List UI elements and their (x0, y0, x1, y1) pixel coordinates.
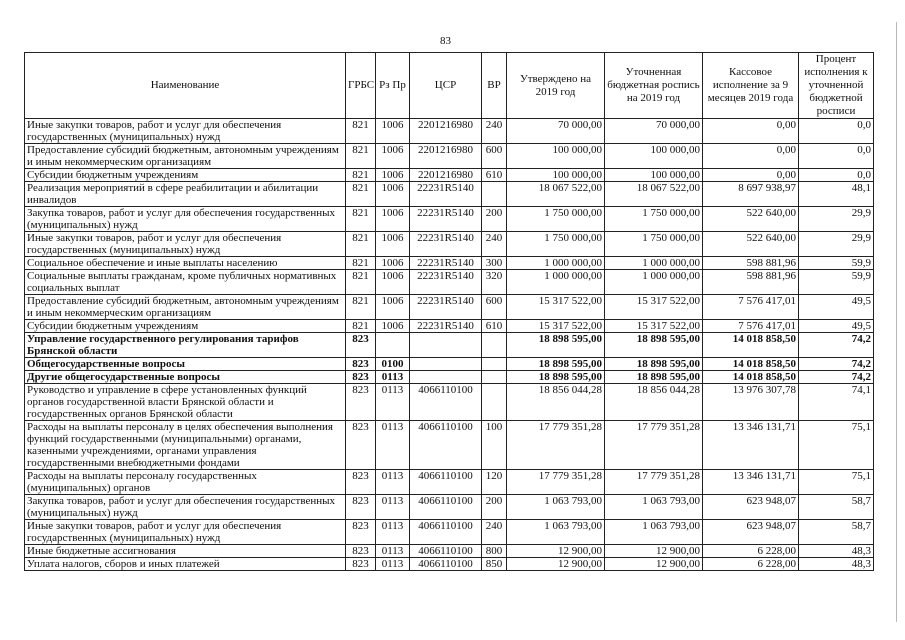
row-name: Расходы на выплаты персоналу государственных (муниципальных) органов (25, 470, 346, 495)
row-rzpr: 1006 (376, 270, 410, 295)
row-grbs: 821 (346, 169, 376, 182)
row-name: Иные закупки товаров, работ и услуг для обеспечения государственных (муниципальных) нужд (25, 119, 346, 144)
row-refined: 1 063 793,00 (605, 495, 703, 520)
row-vr: 100 (482, 421, 507, 470)
row-name: Иные закупки товаров, работ и услуг для обеспечения государственных (муниципальных) нужд (25, 520, 346, 545)
row-csr: 4066110100 (410, 520, 482, 545)
row-rzpr: 1006 (376, 207, 410, 232)
row-csr (410, 333, 482, 358)
row-name: Иные бюджетные ассигнования (25, 545, 346, 558)
row-name: Субсидии бюджетным учреждениям (25, 320, 346, 333)
row-rzpr (376, 333, 410, 358)
row-csr: 4066110100 (410, 384, 482, 421)
row-cash: 7 576 417,01 (703, 320, 799, 333)
table-row (25, 371, 874, 384)
row-approved: 18 856 044,28 (507, 384, 605, 421)
row-rzpr: 0113 (376, 470, 410, 495)
row-name: Субсидии бюджетным учреждениям (25, 169, 346, 182)
row-refined: 1 063 793,00 (605, 520, 703, 545)
row-grbs: 823 (346, 421, 376, 470)
row-rzpr: 1006 (376, 295, 410, 320)
row-refined: 100 000,00 (605, 144, 703, 169)
row-approved: 12 900,00 (507, 558, 605, 571)
row-cash: 14 018 858,50 (703, 371, 799, 384)
row-refined: 12 900,00 (605, 558, 703, 571)
row-name: Уплата налогов, сборов и иных платежей (25, 558, 346, 571)
row-name: Реализация мероприятий в сфере реабилитации и абилитации инвалидов (25, 182, 346, 207)
table-header-row (25, 53, 874, 119)
row-csr: 22231R5140 (410, 295, 482, 320)
col-header-cash: Кассовое исполнение за 9 месяцев 2019 года (703, 53, 799, 119)
row-approved: 1 750 000,00 (507, 207, 605, 232)
row-percent: 59,9 (799, 270, 874, 295)
row-cash: 623 948,07 (703, 520, 799, 545)
row-percent: 74,2 (799, 358, 874, 371)
table-row (25, 421, 874, 470)
col-header-name: Наименование (25, 53, 346, 119)
table-row (25, 545, 874, 558)
table-row (25, 232, 874, 257)
row-cash: 14 018 858,50 (703, 333, 799, 358)
row-refined: 1 750 000,00 (605, 232, 703, 257)
row-grbs: 821 (346, 232, 376, 257)
row-refined: 12 900,00 (605, 545, 703, 558)
row-approved: 17 779 351,28 (507, 421, 605, 470)
table-row (25, 257, 874, 270)
table-row (25, 182, 874, 207)
row-cash: 13 976 307,78 (703, 384, 799, 421)
table-row (25, 520, 874, 545)
table-row (25, 207, 874, 232)
table-row (25, 358, 874, 371)
row-grbs: 823 (346, 495, 376, 520)
row-approved: 1 750 000,00 (507, 232, 605, 257)
row-refined: 18 856 044,28 (605, 384, 703, 421)
row-percent: 29,9 (799, 232, 874, 257)
row-csr: 22231R5140 (410, 232, 482, 257)
row-cash: 0,00 (703, 144, 799, 169)
row-approved: 15 317 522,00 (507, 295, 605, 320)
row-rzpr: 1006 (376, 320, 410, 333)
row-percent: 48,1 (799, 182, 874, 207)
row-rzpr: 0113 (376, 558, 410, 571)
row-vr (482, 371, 507, 384)
row-csr: 22231R5140 (410, 270, 482, 295)
row-csr: 2201216980 (410, 144, 482, 169)
table-row (25, 295, 874, 320)
row-cash: 13 346 131,71 (703, 421, 799, 470)
row-approved: 12 900,00 (507, 545, 605, 558)
row-rzpr: 0113 (376, 520, 410, 545)
row-grbs: 823 (346, 358, 376, 371)
row-refined: 15 317 522,00 (605, 295, 703, 320)
row-refined: 17 779 351,28 (605, 421, 703, 470)
row-cash: 0,00 (703, 169, 799, 182)
row-rzpr: 1006 (376, 119, 410, 144)
row-approved: 18 898 595,00 (507, 371, 605, 384)
row-vr: 120 (482, 470, 507, 495)
row-rzpr: 1006 (376, 232, 410, 257)
row-csr: 4066110100 (410, 558, 482, 571)
row-rzpr: 1006 (376, 182, 410, 207)
row-percent: 0,0 (799, 119, 874, 144)
row-name: Руководство и управление в сфере установленных функций органов государственной власти Брянской области и государственных органов Брянской области (25, 384, 346, 421)
row-approved: 100 000,00 (507, 144, 605, 169)
row-rzpr: 0113 (376, 371, 410, 384)
row-cash: 14 018 858,50 (703, 358, 799, 371)
row-approved: 1 000 000,00 (507, 270, 605, 295)
row-vr: 240 (482, 119, 507, 144)
row-refined: 1 750 000,00 (605, 207, 703, 232)
row-csr: 4066110100 (410, 470, 482, 495)
row-refined: 18 898 595,00 (605, 358, 703, 371)
table-row (25, 144, 874, 169)
row-vr: 850 (482, 558, 507, 571)
table-row (25, 320, 874, 333)
row-percent: 49,5 (799, 320, 874, 333)
row-name: Закупка товаров, работ и услуг для обеспечения государственных (муниципальных) нужд (25, 207, 346, 232)
row-vr: 610 (482, 169, 507, 182)
row-grbs: 823 (346, 470, 376, 495)
row-rzpr: 0113 (376, 421, 410, 470)
row-cash: 522 640,00 (703, 232, 799, 257)
row-percent: 74,2 (799, 333, 874, 358)
row-cash: 6 228,00 (703, 558, 799, 571)
row-name: Другие общегосударственные вопросы (25, 371, 346, 384)
row-refined: 18 067 522,00 (605, 182, 703, 207)
row-grbs: 823 (346, 371, 376, 384)
row-approved: 17 779 351,28 (507, 470, 605, 495)
row-csr: 22231R5140 (410, 320, 482, 333)
row-percent: 74,2 (799, 371, 874, 384)
table-row (25, 270, 874, 295)
row-percent: 58,7 (799, 495, 874, 520)
row-csr: 4066110100 (410, 421, 482, 470)
table-row (25, 169, 874, 182)
row-grbs: 821 (346, 257, 376, 270)
row-csr: 2201216980 (410, 169, 482, 182)
row-cash: 13 346 131,71 (703, 470, 799, 495)
row-grbs: 823 (346, 520, 376, 545)
col-header-percent: Процент исполнения к уточненной бюджетной росписи (799, 53, 874, 119)
row-grbs: 823 (346, 333, 376, 358)
row-grbs: 823 (346, 545, 376, 558)
row-percent: 48,3 (799, 558, 874, 571)
row-csr: 22231R5140 (410, 257, 482, 270)
row-vr: 800 (482, 545, 507, 558)
row-vr (482, 333, 507, 358)
table-row (25, 558, 874, 571)
row-approved: 70 000,00 (507, 119, 605, 144)
row-percent: 0,0 (799, 169, 874, 182)
row-rzpr: 1006 (376, 144, 410, 169)
row-refined: 1 000 000,00 (605, 270, 703, 295)
row-approved: 15 317 522,00 (507, 320, 605, 333)
row-vr: 600 (482, 295, 507, 320)
row-refined: 18 898 595,00 (605, 371, 703, 384)
row-csr: 22231R5140 (410, 207, 482, 232)
table-body (25, 119, 874, 571)
row-name: Социальные выплаты гражданам, кроме публичных нормативных социальных выплат (25, 270, 346, 295)
row-refined: 100 000,00 (605, 169, 703, 182)
row-grbs: 821 (346, 270, 376, 295)
page-number: 83 (440, 35, 451, 47)
row-name: Закупка товаров, работ и услуг для обеспечения государственных (муниципальных) нужд (25, 495, 346, 520)
row-name: Социальное обеспечение и иные выплаты населению (25, 257, 346, 270)
row-name: Расходы на выплаты персоналу в целях обеспечения выполнения функций государственными (муниципальными) органами, казенными учреждениями, органами управления государственными внебюджетными фондами (25, 421, 346, 470)
row-csr: 22231R5140 (410, 182, 482, 207)
col-header-csr: ЦСР (410, 53, 482, 119)
row-percent: 75,1 (799, 470, 874, 495)
row-name: Иные закупки товаров, работ и услуг для обеспечения государственных (муниципальных) нужд (25, 232, 346, 257)
row-approved: 1 063 793,00 (507, 495, 605, 520)
row-vr: 600 (482, 144, 507, 169)
row-vr (482, 182, 507, 207)
row-vr: 200 (482, 207, 507, 232)
row-approved: 1 000 000,00 (507, 257, 605, 270)
row-csr (410, 371, 482, 384)
row-grbs: 821 (346, 144, 376, 169)
row-grbs: 821 (346, 207, 376, 232)
row-rzpr: 0113 (376, 384, 410, 421)
row-approved: 18 898 595,00 (507, 333, 605, 358)
row-cash: 598 881,96 (703, 257, 799, 270)
row-grbs: 821 (346, 182, 376, 207)
row-percent: 29,9 (799, 207, 874, 232)
row-refined: 18 898 595,00 (605, 333, 703, 358)
row-rzpr: 1006 (376, 169, 410, 182)
row-refined: 15 317 522,00 (605, 320, 703, 333)
row-approved: 100 000,00 (507, 169, 605, 182)
row-vr: 200 (482, 495, 507, 520)
row-vr: 610 (482, 320, 507, 333)
row-percent: 49,5 (799, 295, 874, 320)
row-percent: 74,1 (799, 384, 874, 421)
row-percent: 75,1 (799, 421, 874, 470)
row-rzpr: 0100 (376, 358, 410, 371)
row-refined: 17 779 351,28 (605, 470, 703, 495)
row-percent: 0,0 (799, 144, 874, 169)
row-percent: 58,7 (799, 520, 874, 545)
row-percent: 59,9 (799, 257, 874, 270)
row-rzpr: 1006 (376, 257, 410, 270)
row-name: Общегосударственные вопросы (25, 358, 346, 371)
col-header-approved: Утверждено на 2019 год (507, 53, 605, 119)
table-row (25, 333, 874, 358)
row-cash: 7 576 417,01 (703, 295, 799, 320)
col-header-refined: Уточненная бюджетная роспись на 2019 год (605, 53, 703, 119)
row-rzpr: 0113 (376, 545, 410, 558)
table-row (25, 119, 874, 144)
row-refined: 70 000,00 (605, 119, 703, 144)
row-cash: 623 948,07 (703, 495, 799, 520)
row-name: Предоставление субсидий бюджетным, автономным учреждениям и иным некоммерческим организациям (25, 144, 346, 169)
row-rzpr: 0113 (376, 495, 410, 520)
budget-table (24, 52, 874, 571)
row-name: Управление государственного регулирования тарифов Брянской области (25, 333, 346, 358)
row-vr (482, 358, 507, 371)
row-approved: 18 067 522,00 (507, 182, 605, 207)
row-grbs: 823 (346, 558, 376, 571)
row-refined: 1 000 000,00 (605, 257, 703, 270)
row-grbs: 823 (346, 384, 376, 421)
col-header-vr: ВР (482, 53, 507, 119)
row-name: Предоставление субсидий бюджетным, автономным учреждениям и иным некоммерческим организациям (25, 295, 346, 320)
table-row (25, 495, 874, 520)
row-approved: 18 898 595,00 (507, 358, 605, 371)
col-header-rzpr: Рз Пр (376, 53, 410, 119)
row-csr: 2201216980 (410, 119, 482, 144)
col-header-grbs: ГРБС (346, 53, 376, 119)
row-csr: 4066110100 (410, 545, 482, 558)
row-cash: 522 640,00 (703, 207, 799, 232)
row-cash: 6 228,00 (703, 545, 799, 558)
row-cash: 8 697 938,97 (703, 182, 799, 207)
row-vr (482, 384, 507, 421)
row-vr: 240 (482, 232, 507, 257)
row-grbs: 821 (346, 320, 376, 333)
row-vr: 240 (482, 520, 507, 545)
row-csr: 4066110100 (410, 495, 482, 520)
page-edge-line (896, 22, 897, 622)
table-row (25, 470, 874, 495)
row-cash: 598 881,96 (703, 270, 799, 295)
row-vr: 300 (482, 257, 507, 270)
row-vr: 320 (482, 270, 507, 295)
row-csr (410, 358, 482, 371)
row-grbs: 821 (346, 295, 376, 320)
row-approved: 1 063 793,00 (507, 520, 605, 545)
table-row (25, 384, 874, 421)
row-grbs: 821 (346, 119, 376, 144)
row-percent: 48,3 (799, 545, 874, 558)
row-cash: 0,00 (703, 119, 799, 144)
